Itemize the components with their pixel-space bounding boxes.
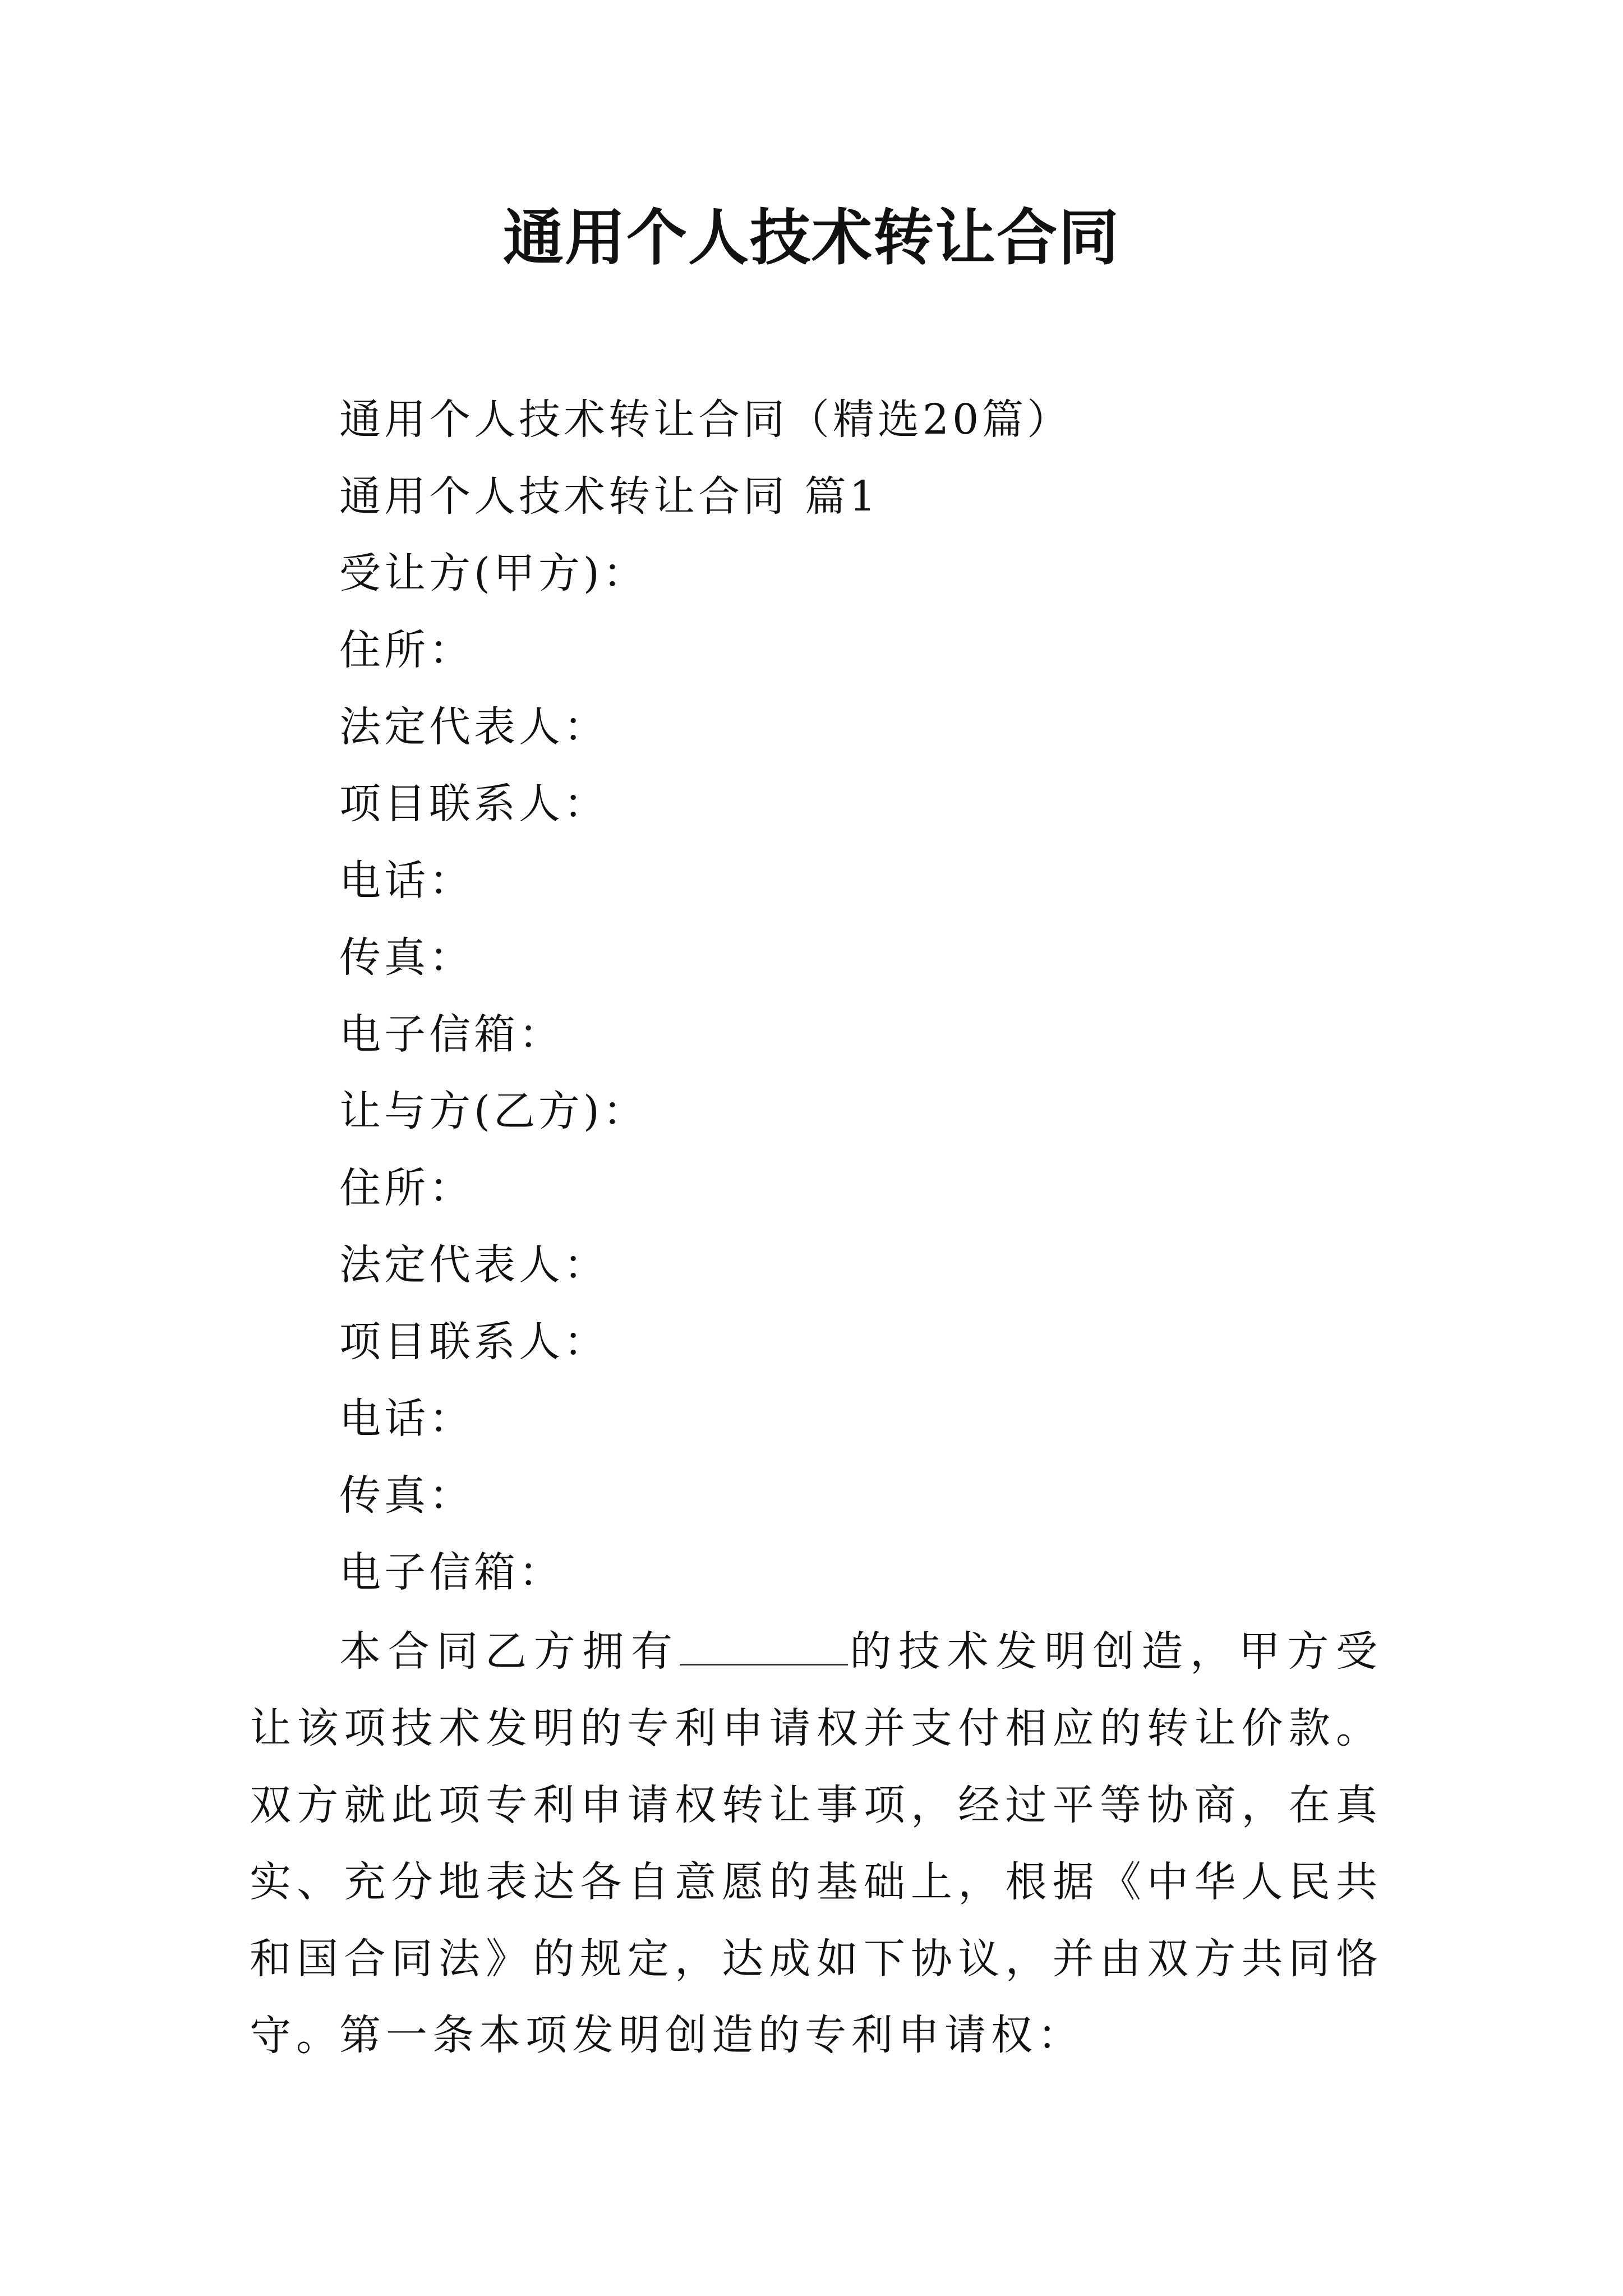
party-b-legal-rep: 法定代表人： (339, 1241, 608, 1289)
party-b-contact: 项目联系人： (339, 1318, 608, 1366)
document-title: 通用个人技术转让合同 (502, 203, 1120, 273)
party-a-label: 受让方(甲方)： (339, 549, 648, 597)
party-a-address: 住所： (339, 626, 474, 674)
doc-subtitle: 通用个人技术转让合同（精选20篇） (339, 395, 1072, 444)
party-a-legal-rep: 法定代表人： (339, 703, 608, 751)
party-b-email: 电子信箱： (339, 1548, 564, 1596)
section-heading: 通用个人技术转让合同 篇1 (339, 472, 879, 521)
party-a-phone: 电话： (339, 857, 474, 905)
party-b-phone: 电话： (339, 1395, 474, 1443)
party-b-fax: 传真： (339, 1471, 474, 1520)
intro-text-rest: 的技术发明创造，甲方受让该项技术发明的专利申请权并支付相应的转让价款。双方就此项专利申请权转让事项，经过平等协商，在真实、充分地表达各自意愿的基础上，根据《中华人民共和国合同法》的规定，达成如下协议，并由双方共同恪守。 (250, 1627, 1383, 2060)
party-b-address: 住所： (339, 1164, 474, 1212)
party-a-fax: 传真： (339, 933, 474, 982)
party-info-list (339, 381, 1405, 1611)
intro-text-start: 本合同乙方拥有 (339, 1627, 680, 1676)
party-b-label: 让与方(乙方)： (339, 1087, 648, 1135)
fill-in-blank (680, 1630, 848, 1665)
article-one-heading: 第一条本项发明创造的专利申请权： (339, 2011, 1084, 2059)
party-a-email: 电子信箱： (339, 1010, 564, 1059)
party-a-contact: 项目联系人： (339, 780, 608, 828)
